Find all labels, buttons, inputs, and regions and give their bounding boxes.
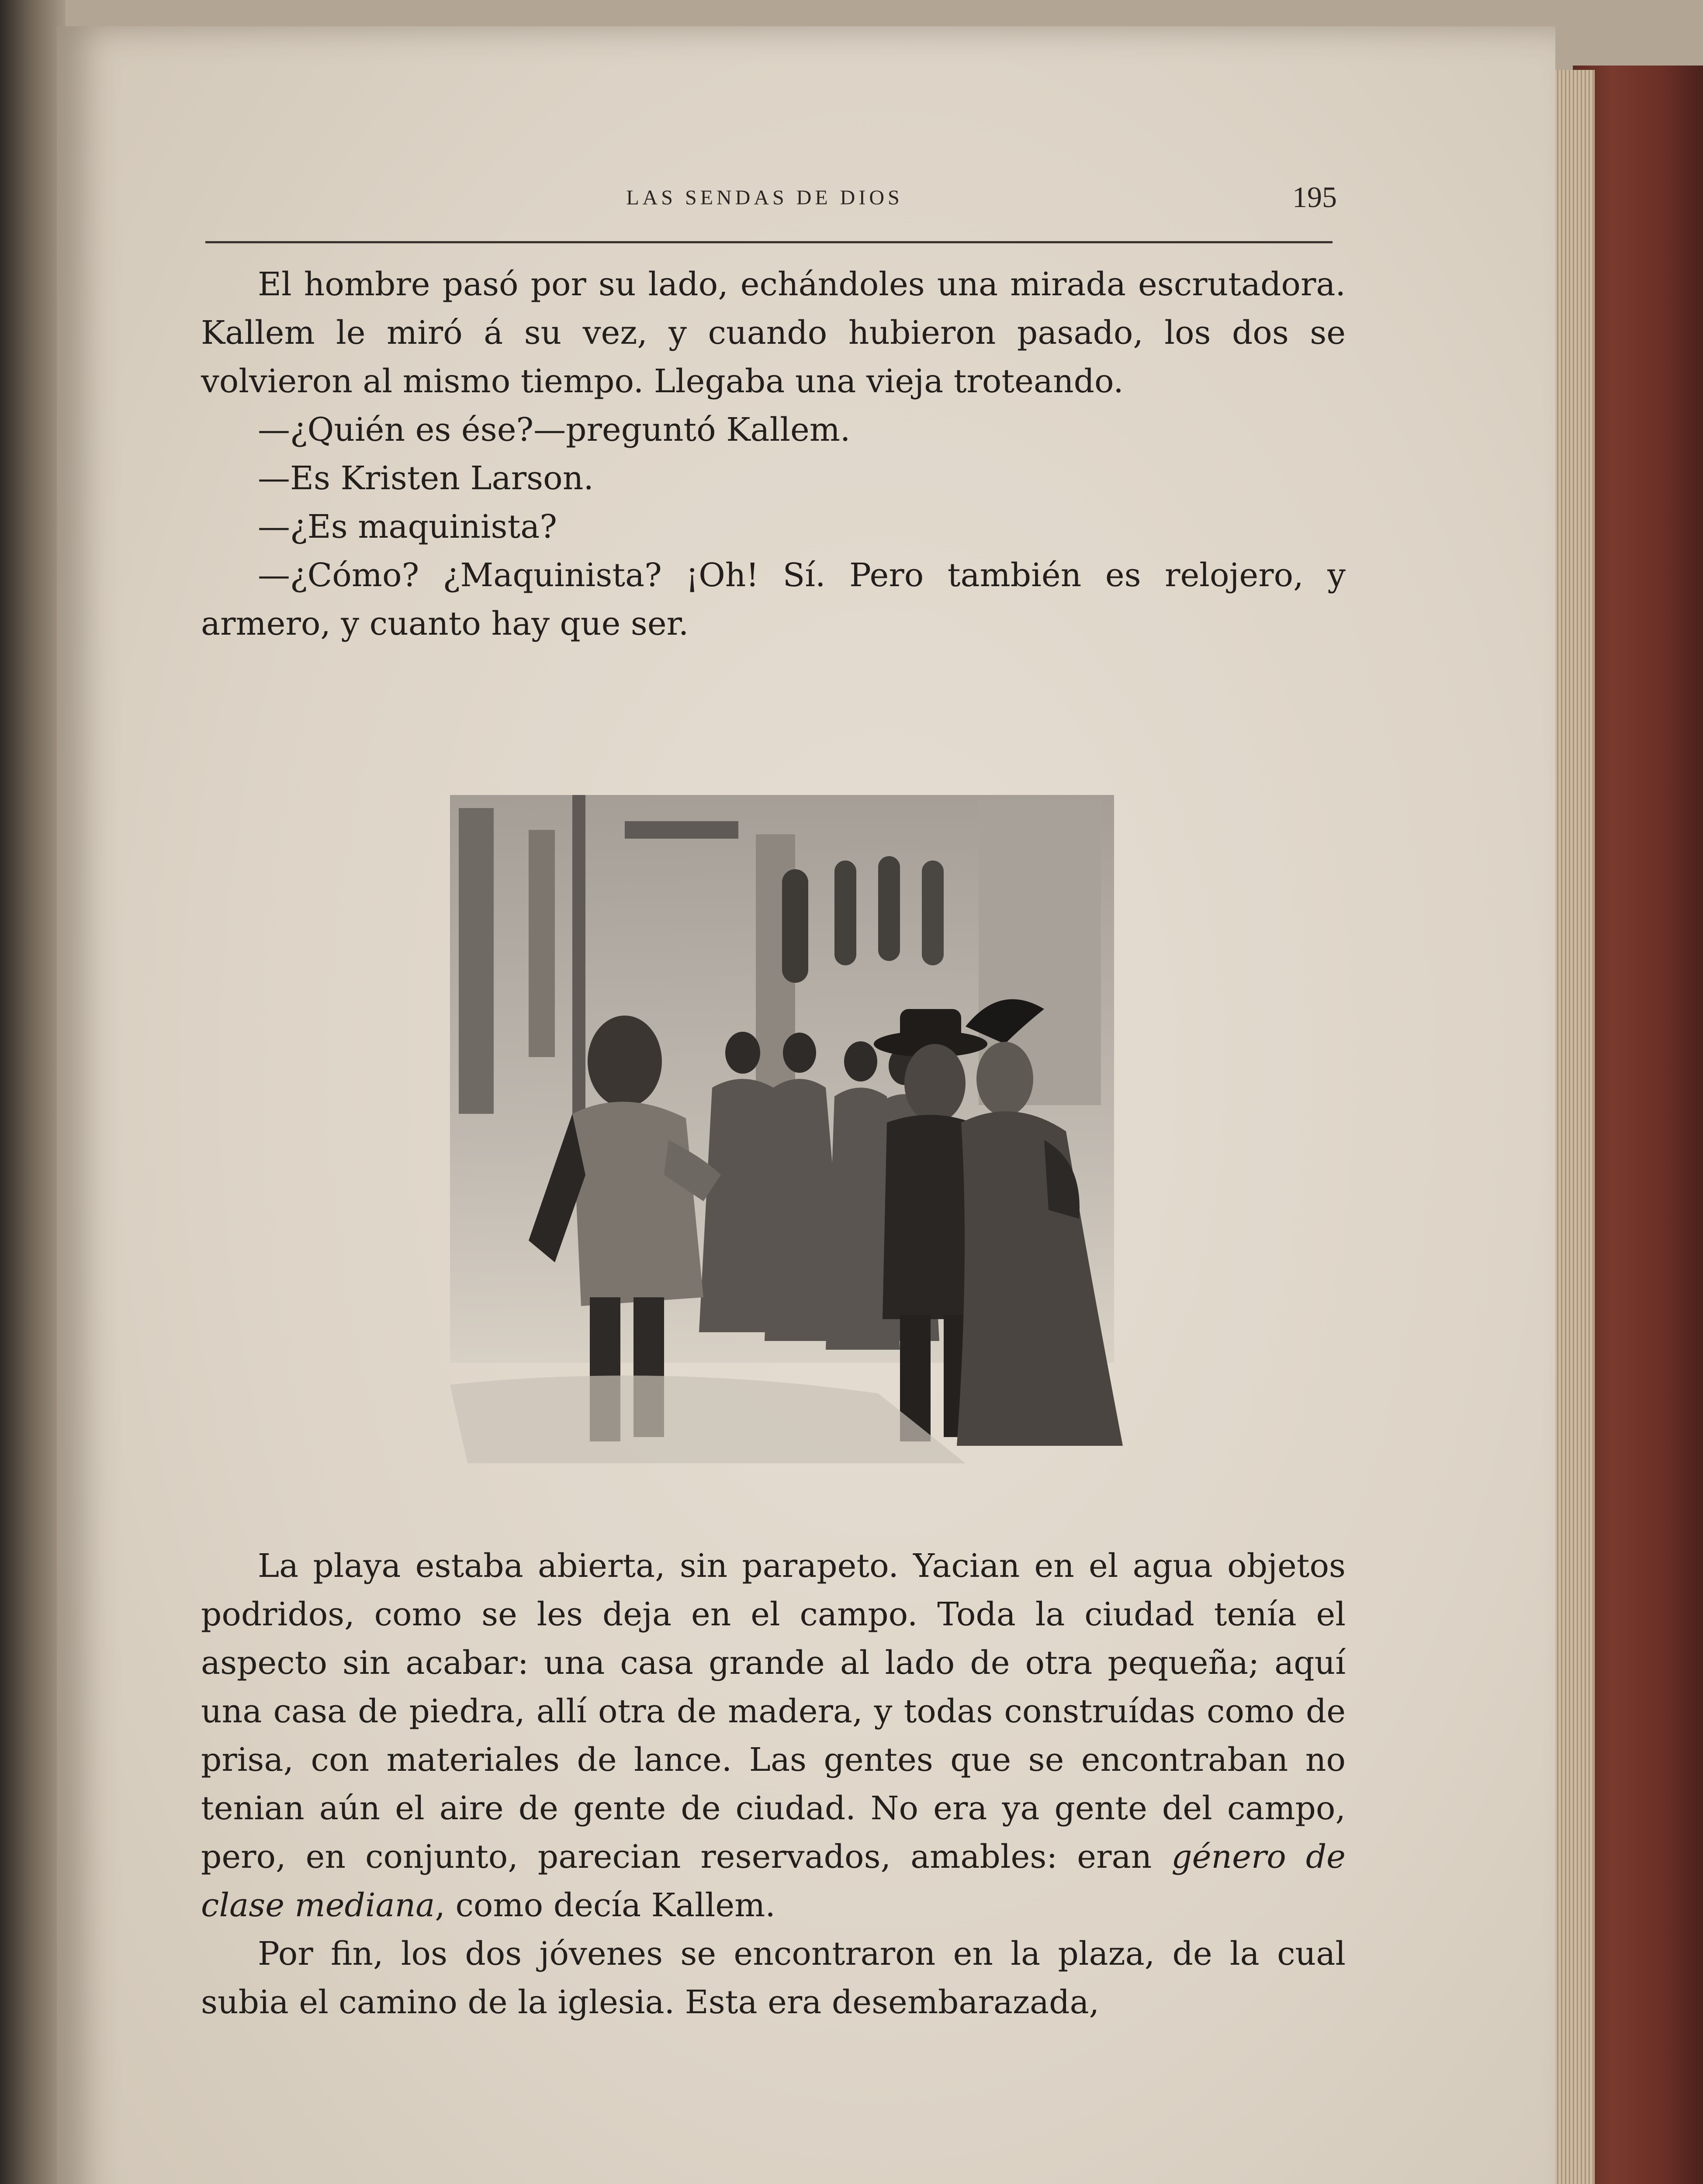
paragraph: Por fin, los dos jóvenes se encontraron en la plaza, de la cual subia el camino de la iglesia. Esta era desembarazada, [201,1935,1346,2021]
dialogue-line: —¿Es maquinista? [258,508,557,546]
text-block-bottom [201,1542,1346,2027]
facing-page-edge [0,0,66,2184]
dialogue-line: —¿Quién es ése?—preguntó Kallem. [258,411,851,449]
running-head: LAS SENDAS DE DIOS [626,186,903,209]
paragraph-text: La playa estaba abierta, sin parapeto. Yacian en el agua objetos podridos, como se les deja en el campo. Toda la ciudad tenía el aspecto sin acabar: una casa grande al lado de otra pequeña; aquí una casa de piedra, allí otra de madera, y todas construídas como de prisa, con materiales de lance. Las gentes que se encontraban no tenian aún el aire de gente de ciudad. No era ya gente del campo, pero, en conjunto, parecian reservados, amables: eran [201,1547,1346,1876]
paragraph-text: , como decía Kallem. [435,1887,775,1924]
paragraph: El hombre pasó por su lado, echándoles una mirada escrutadora. Kallem le miró á su vez, y cuando hubieron pasado, los dos se volvieron al mismo tiempo. Llegaba una vieja troteando. [201,266,1346,400]
text-block-top [201,260,1346,648]
dialogue-line: —Es Kristen Larson. [258,460,594,497]
engraving-illustration [441,782,1145,1472]
paragraph [201,1542,1346,1930]
italic-phrase: género de clase mediana [201,1838,1346,1924]
page-number: 195 [1292,180,1337,214]
header-rule [205,241,1333,243]
engraving-drawing [441,782,1145,1472]
dialogue-line: —¿Cómo? ¿Maquinista? ¡Oh! Sí. Pero también es relojero, y armero, y cuanto hay que ser. [201,556,1346,643]
